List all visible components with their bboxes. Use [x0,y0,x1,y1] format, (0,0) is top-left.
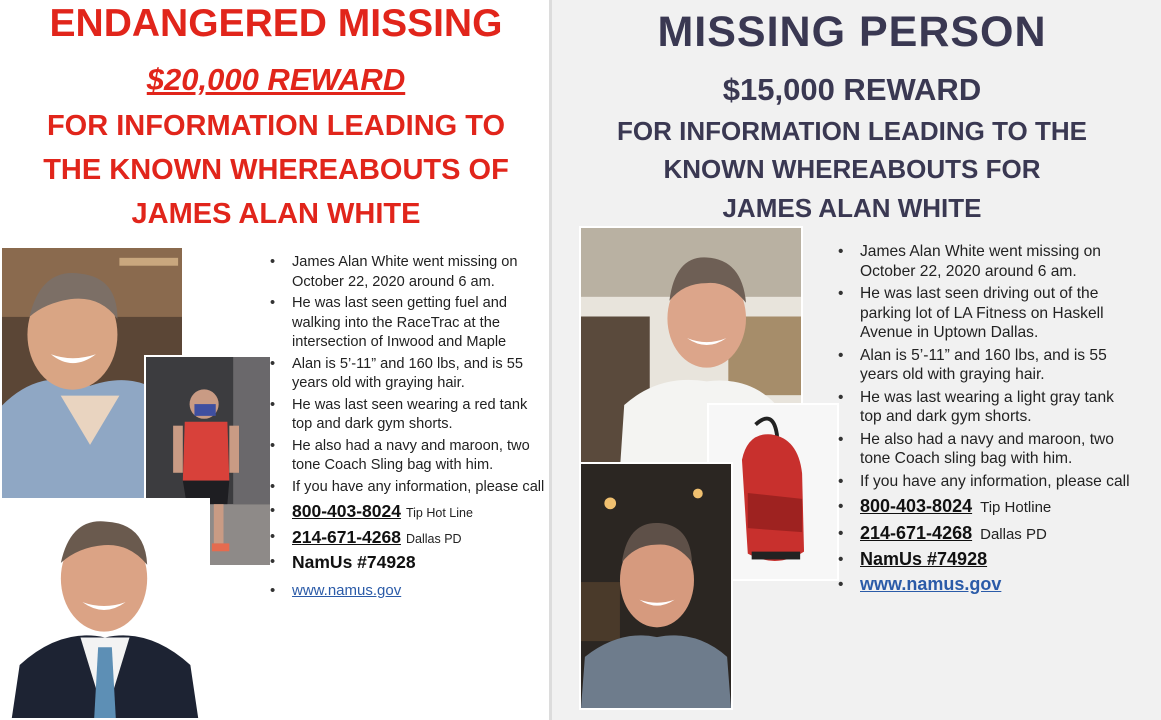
namus-website-link[interactable]: www.namus.gov [860,573,1002,594]
portrait-photo-2 [579,462,733,710]
namus-case [860,550,1138,571]
fact-item: • He was last seen driving out of the parking lot of LA Fitness on Haskell Avenue in Uptown Dallas. [860,284,1138,343]
namus-case [292,553,550,575]
subtitle-line-1: FOR INFORMATION LEADING TO THE [617,116,1087,146]
contact-tip-line [292,502,550,524]
fact-item: • Alan is 5’-11” and 160 lbs, and is 55 years old with graying hair. [292,355,550,394]
missing-person-name: JAMES ALAN WHITE [722,193,982,223]
subtitle-line-2: KNOWN WHEREABOUTS FOR [663,154,1041,184]
fact-item: • If you have any information, please call [292,478,550,498]
tip-line-number[interactable]: 800-403-8024 [292,501,401,521]
website-item [292,581,550,601]
right-missing-poster [552,0,1161,720]
contact-dallas-pd [292,528,550,550]
contact-dallas-pd [860,524,1138,545]
poster-title: ENDANGERED MISSING [49,2,503,45]
namus-case-number: NamUs #74928 [860,549,988,569]
facts-list [292,253,550,602]
subtitle-line-2: THE KNOWN WHEREABOUTS OF [43,154,509,186]
reward-amount: $20,000 REWARD [146,62,406,97]
dallas-pd-number[interactable]: 214-671-4268 [292,526,401,547]
fact-item: • James Alan White went missing on October 22, 2020 around 6 am. [860,242,1138,281]
poster-title: MISSING PERSON [657,8,1047,56]
fact-item: • He was last wearing a light gray tank top and dark gym shorts. [860,388,1138,427]
tip-line-number[interactable]: 800-403-8024 [860,496,973,516]
left-missing-poster [0,0,552,720]
contact-tip-line [860,497,1138,518]
portrait-photo-2 [0,498,210,720]
namus-case-number: NamUs #74928 [292,552,416,572]
reward-amount: $15,000 REWARD [722,72,982,107]
fact-item: • He was last seen getting fuel and walking into the RaceTrac at the intersection of Inwood and Maple [292,294,550,353]
fact-item: • Alan is 5’-11” and 160 lbs, and is 55 years old with graying hair. [860,346,1138,385]
dallas-pd-label: Dallas PD [980,525,1047,543]
subtitle-line-1: FOR INFORMATION LEADING TO [46,110,506,142]
dallas-pd-number[interactable]: 214-671-4268 [860,522,973,543]
namus-website-link[interactable]: www.namus.gov [292,581,402,599]
tip-line-label: Tip Hot Line [405,506,473,520]
fact-item: • He was last seen wearing a red tank top and dark gym shorts. [292,396,550,435]
fact-item: • He also had a navy and maroon, two tone Coach sling bag with him. [860,430,1138,469]
tip-line-label: Tip Hotline [980,499,1052,516]
fact-item: • If you have any information, please call [860,472,1138,492]
fact-item: • James Alan White went missing on October 22, 2020 around 6 am. [292,253,550,292]
dallas-pd-label: Dallas PD [405,531,462,546]
missing-person-name: JAMES ALAN WHITE [131,198,421,230]
facts-list [860,242,1138,598]
website-item [860,575,1138,596]
fact-item: • He also had a navy and maroon, two tone Coach Sling bag with him. [292,437,550,476]
